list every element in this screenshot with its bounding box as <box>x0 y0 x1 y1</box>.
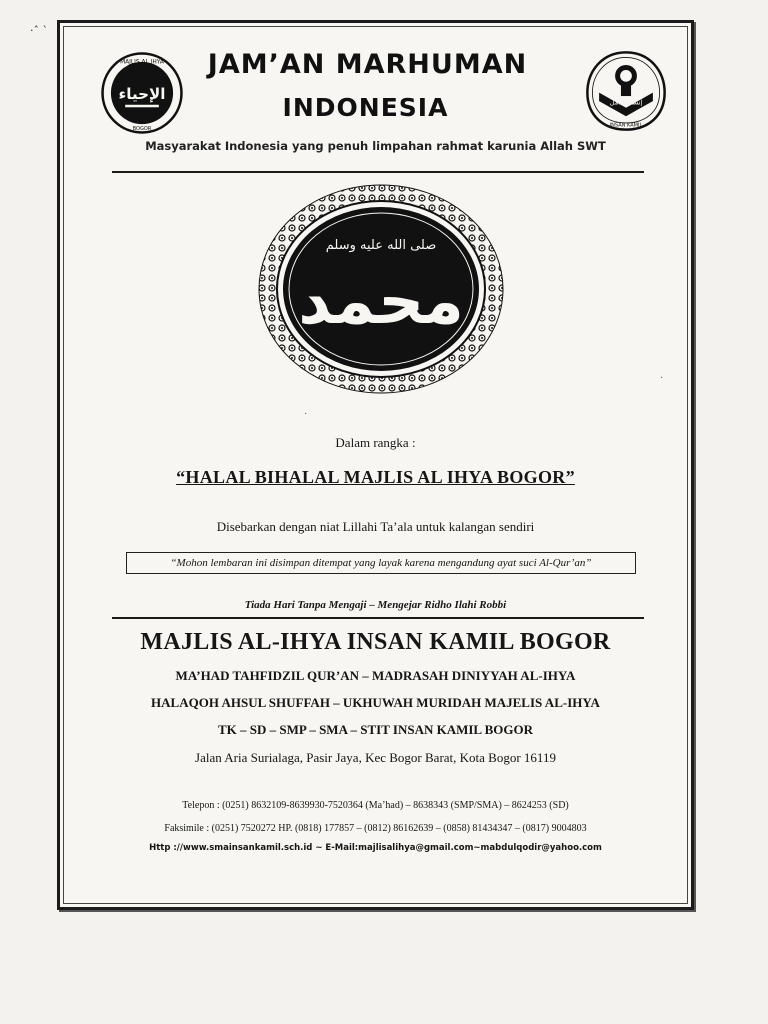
address: Jalan Aria Surialaga, Pasir Jaya, Kec Bogor Barat, Kota Bogor 16119 <box>195 750 556 765</box>
emblem-arabic-top: صلى الله عليه وسلم <box>325 238 437 253</box>
seal-arabic-text: إنسان كامل <box>609 98 643 107</box>
org-subline-1: MA’HAD TAHFIDZIL QUR’AN – MADRASAH DINIYYAH AL-IHYA <box>175 668 576 683</box>
web-email-contacts: Http ://www.smainsankamil.sch.id ~ E-Mail:majlisalihya@gmail.com~mabdulqodir@yahoo.com <box>149 843 602 853</box>
footer-divider <box>112 617 644 619</box>
header-tagline: Masyarakat Indonesia yang penuh limpahan rahmat karunia Allah SWT <box>145 139 606 153</box>
seal-arabic-text: الإحياء <box>118 84 166 103</box>
distribution-note: Disebarkan dengan niat Lillahi Ta’ala untuk kalangan sendiri <box>216 519 535 534</box>
fax-numbers: Faksimile : (0251) 7520272 HP. (0818) 177857 – (0812) 86162639 – (0858) 81434347 – (0817) 9004803 <box>164 823 587 834</box>
scan-speck: · <box>304 409 308 420</box>
document-frame <box>57 20 694 910</box>
emblem-arabic-main: محمد <box>298 265 464 339</box>
seal-ring-top-text: MAJLIS AL IHYA <box>120 59 164 66</box>
insan-kamil-seal-icon <box>584 49 668 133</box>
muhammad-calligraphy-emblem-icon <box>257 183 505 395</box>
phone-numbers: Telepon : (0251) 8632109-8639930-7520364 (Ma’had) – 8638343 (SMP/SMA) – 8624253 (SD) <box>182 800 569 811</box>
org-subline-2: HALAQOH AHSUL SHUFFAH – UKHUWAH MURIDAH MAJELIS AL-IHYA <box>151 695 600 710</box>
header-title-line1: JAM’AN MARHUMAN <box>207 49 528 80</box>
org-subline-3: TK – SD – SMP – SMA – STIT INSAN KAMIL BOGOR <box>217 722 534 737</box>
motto: Tiada Hari Tanpa Mengaji – Mengejar Ridho Ilahi Robbi <box>244 599 507 611</box>
inner-border <box>63 26 688 904</box>
intro-text: Dalam rangka : <box>335 435 416 450</box>
seal-ring-bottom-text: INSAN KAMIL <box>609 122 643 129</box>
handling-notice-box: “Mohon lembaran ini disimpan ditempat yang layak karena mengandung ayat suci Al-Qur’an” <box>126 552 636 574</box>
event-title: “HALAL BIHALAL MAJLIS AL IHYA BOGOR” <box>176 467 575 487</box>
header-title-line2: INDONESIA <box>282 93 449 122</box>
organization-name: MAJLIS AL-IHYA INSAN KAMIL BOGOR <box>140 629 611 655</box>
scan-mark: ·ˆ ˋ <box>30 24 48 37</box>
scan-speck: · <box>660 373 664 384</box>
seal-ring-bottom-text: BOGOR <box>132 125 152 132</box>
header-divider <box>112 171 644 173</box>
